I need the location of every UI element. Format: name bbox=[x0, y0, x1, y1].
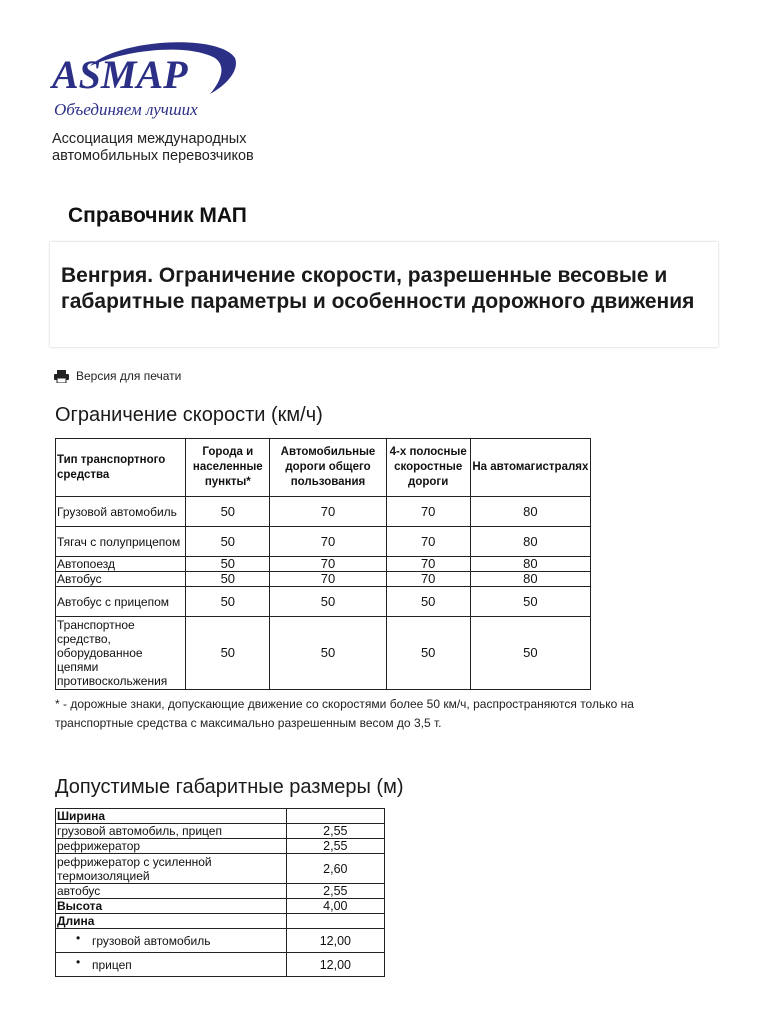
table-row bbox=[56, 914, 385, 929]
dimension-label-cell: автобус bbox=[56, 884, 287, 899]
dimension-value-cell bbox=[286, 914, 384, 929]
dimension-label-cell: рефрижератор bbox=[56, 839, 287, 854]
table-row bbox=[56, 572, 591, 587]
speed-value-cell: 50 bbox=[186, 557, 270, 572]
table-row bbox=[56, 587, 591, 617]
vehicle-type-cell: Автобус bbox=[56, 572, 186, 587]
speed-limit-table bbox=[55, 438, 591, 690]
speed-value-cell: 50 bbox=[186, 497, 270, 527]
table-row bbox=[56, 839, 385, 854]
dimension-label-cell: Высота bbox=[56, 899, 287, 914]
speed-limit-heading: Ограничение скорости (км/ч) bbox=[55, 404, 323, 426]
org-name-line: автомобильных перевозчиков bbox=[52, 148, 254, 164]
table-row bbox=[56, 497, 591, 527]
org-name-line: Ассоциация международных bbox=[52, 131, 247, 147]
speed-value-cell: 70 bbox=[386, 557, 470, 572]
column-header: 4-х полосные скоростные дороги bbox=[386, 439, 470, 497]
table-row bbox=[56, 884, 385, 899]
table-row bbox=[56, 824, 385, 839]
vehicle-type-cell: Грузовой автомобиль bbox=[56, 497, 186, 527]
dimension-value-cell: 2,60 bbox=[286, 854, 384, 884]
dimension-value-cell: 12,00 bbox=[286, 929, 384, 953]
dimensions-heading: Допустимые габаритные размеры (м) bbox=[55, 776, 404, 798]
dimension-label-cell: рефрижератор с усиленной термоизоляцией bbox=[56, 854, 287, 884]
speed-value-cell: 80 bbox=[470, 572, 590, 587]
vehicle-type-cell: Тягач с полуприцепом bbox=[56, 527, 186, 557]
column-header: Тип транспортного средства bbox=[56, 439, 186, 497]
speed-value-cell: 50 bbox=[470, 617, 590, 690]
print-version-label[interactable]: Версия для печати bbox=[76, 369, 182, 383]
speed-value-cell: 70 bbox=[386, 497, 470, 527]
logo-tagline: Объединяем лучших bbox=[54, 100, 198, 119]
logo-wordmark: ASMAP bbox=[52, 52, 188, 97]
vehicle-type-cell: Автобус с прицепом bbox=[56, 587, 186, 617]
speed-value-cell: 70 bbox=[270, 497, 386, 527]
print-version-link[interactable] bbox=[54, 369, 181, 383]
column-header: На автомагистралях bbox=[470, 439, 590, 497]
article-header bbox=[50, 242, 718, 347]
dimension-label-cell: Ширина bbox=[56, 809, 287, 824]
organization-name bbox=[52, 131, 254, 165]
speed-value-cell: 50 bbox=[386, 587, 470, 617]
dimension-value-cell: 12,00 bbox=[286, 953, 384, 977]
speed-value-cell: 80 bbox=[470, 557, 590, 572]
dimension-value-cell bbox=[286, 809, 384, 824]
speed-value-cell: 70 bbox=[270, 572, 386, 587]
dimension-label-cell: • грузовой автомобиль bbox=[56, 929, 287, 953]
speed-value-cell: 50 bbox=[186, 572, 270, 587]
dimension-value-cell: 2,55 bbox=[286, 839, 384, 854]
dimensions-table bbox=[55, 808, 385, 977]
vehicle-type-cell: Автопоезд bbox=[56, 557, 186, 572]
speed-value-cell: 70 bbox=[386, 527, 470, 557]
asmap-logo[interactable] bbox=[50, 36, 250, 126]
column-header: Автомобильные дороги общего пользования bbox=[270, 439, 386, 497]
page-title: Справочник МАП bbox=[68, 204, 247, 227]
speed-value-cell: 50 bbox=[270, 587, 386, 617]
speed-value-cell: 50 bbox=[386, 617, 470, 690]
column-header: Города и населенные пункты* bbox=[186, 439, 270, 497]
table-row bbox=[56, 929, 385, 953]
table-row bbox=[56, 809, 385, 824]
table-row bbox=[56, 527, 591, 557]
speed-value-cell: 70 bbox=[386, 572, 470, 587]
dimension-label-cell: Длина bbox=[56, 914, 287, 929]
speed-value-cell: 80 bbox=[470, 497, 590, 527]
speed-footnote: * - дорожные знаки, допускающие движение со скоростями более 50 км/ч, распространяются только на транспортные средства с максимально разрешенным весом до 3,5 т. bbox=[55, 697, 634, 730]
dimension-label-cell: • прицеп bbox=[56, 953, 287, 977]
speed-value-cell: 70 bbox=[270, 557, 386, 572]
speed-value-cell: 50 bbox=[470, 587, 590, 617]
dimension-label-cell: грузовой автомобиль, прицеп bbox=[56, 824, 287, 839]
speed-value-cell: 50 bbox=[186, 617, 270, 690]
table-row bbox=[56, 617, 591, 690]
dimension-value-cell: 2,55 bbox=[286, 884, 384, 899]
table-row bbox=[56, 854, 385, 884]
table-row bbox=[56, 557, 591, 572]
speed-value-cell: 80 bbox=[470, 527, 590, 557]
dimension-value-cell: 2,55 bbox=[286, 824, 384, 839]
speed-value-cell: 50 bbox=[186, 527, 270, 557]
speed-value-cell: 70 bbox=[270, 527, 386, 557]
table-row bbox=[56, 899, 385, 914]
vehicle-type-cell: Транспортное средство, оборудованное цепями противоскольжения bbox=[56, 617, 186, 690]
speed-value-cell: 50 bbox=[270, 617, 386, 690]
speed-value-cell: 50 bbox=[186, 587, 270, 617]
printer-icon bbox=[54, 370, 69, 383]
table-row bbox=[56, 953, 385, 977]
article-title: Венгрия. Ограничение скорости, разрешенные весовые и габаритные параметры и особенности дорожного движения bbox=[61, 264, 695, 313]
dimension-value-cell: 4,00 bbox=[286, 899, 384, 914]
